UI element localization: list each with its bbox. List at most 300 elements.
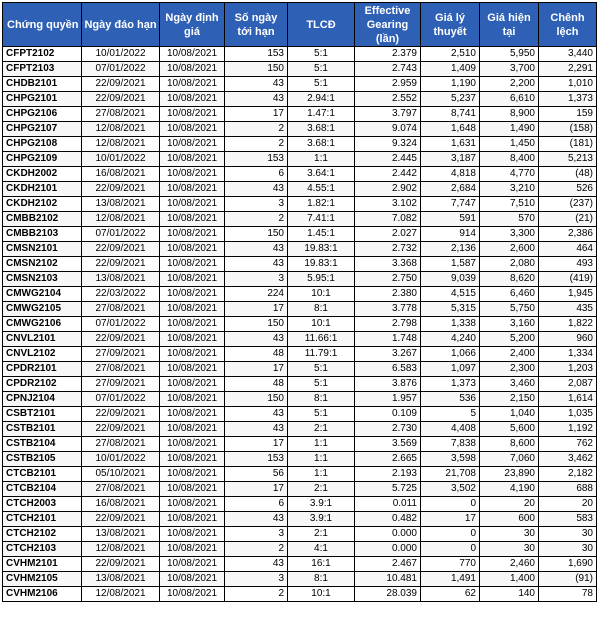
cell-maturity-date: 22/09/2021 (82, 332, 160, 347)
cell-warrant-code: CVHM2105 (3, 572, 82, 587)
cell-days-to-maturity: 3 (225, 272, 288, 287)
cell-effective-gearing: 2.750 (355, 272, 421, 287)
cell-valuation-date: 10/08/2021 (160, 152, 225, 167)
cell-warrant-code: CKDH2002 (3, 167, 82, 182)
table-row (3, 122, 597, 137)
cell-current-price: 6,460 (480, 287, 539, 302)
cell-maturity-date: 13/08/2021 (82, 572, 160, 587)
cell-theoretical-price: 1,338 (421, 317, 480, 332)
cell-effective-gearing: 1.748 (355, 332, 421, 347)
cell-theoretical-price: 17 (421, 512, 480, 527)
cell-theoretical-price: 914 (421, 227, 480, 242)
cell-days-to-maturity: 6 (225, 497, 288, 512)
cell-maturity-date: 22/09/2021 (82, 512, 160, 527)
cell-warrant-code: CNVL2101 (3, 332, 82, 347)
cell-current-price: 3,700 (480, 62, 539, 77)
cell-theoretical-price: 591 (421, 212, 480, 227)
cell-difference: 2,386 (539, 227, 597, 242)
cell-effective-gearing: 2.027 (355, 227, 421, 242)
cell-days-to-maturity: 3 (225, 572, 288, 587)
cell-warrant-code: CTCH2102 (3, 527, 82, 542)
cell-conversion-ratio: 11.66:1 (288, 332, 355, 347)
cell-effective-gearing: 2.380 (355, 287, 421, 302)
cell-days-to-maturity: 43 (225, 407, 288, 422)
cell-maturity-date: 07/01/2022 (82, 392, 160, 407)
cell-current-price: 600 (480, 512, 539, 527)
cell-maturity-date: 12/08/2021 (82, 212, 160, 227)
cell-difference: 30 (539, 542, 597, 557)
cell-maturity-date: 22/09/2021 (82, 242, 160, 257)
table-row (3, 137, 597, 152)
cell-valuation-date: 10/08/2021 (160, 347, 225, 362)
table-row (3, 257, 597, 272)
cell-maturity-date: 12/08/2021 (82, 137, 160, 152)
table-row (3, 377, 597, 392)
cell-difference: 688 (539, 482, 597, 497)
header-maturity-date: Ngày đáo hạn (82, 3, 160, 47)
cell-warrant-code: CHPG2109 (3, 152, 82, 167)
cell-warrant-code: CNVL2102 (3, 347, 82, 362)
cell-current-price: 20 (480, 497, 539, 512)
cell-valuation-date: 10/08/2021 (160, 167, 225, 182)
cell-current-price: 2,300 (480, 362, 539, 377)
cell-theoretical-price: 0 (421, 542, 480, 557)
cell-effective-gearing: 9.324 (355, 137, 421, 152)
cell-warrant-code: CHPG2107 (3, 122, 82, 137)
table-row (3, 422, 597, 437)
cell-current-price: 1,400 (480, 572, 539, 587)
header-valuation-date: Ngày định giá (160, 3, 225, 47)
table-row (3, 317, 597, 332)
cell-valuation-date: 10/08/2021 (160, 197, 225, 212)
cell-effective-gearing: 1.957 (355, 392, 421, 407)
cell-theoretical-price: 1,491 (421, 572, 480, 587)
cell-current-price: 2,200 (480, 77, 539, 92)
header-conversion-ratio: TLCĐ (288, 3, 355, 47)
cell-difference: (419) (539, 272, 597, 287)
cell-difference: 20 (539, 497, 597, 512)
cell-theoretical-price: 2,684 (421, 182, 480, 197)
cell-days-to-maturity: 17 (225, 362, 288, 377)
cell-warrant-code: CVHM2101 (3, 557, 82, 572)
cell-difference: 583 (539, 512, 597, 527)
cell-conversion-ratio: 5:1 (288, 407, 355, 422)
cell-days-to-maturity: 2 (225, 137, 288, 152)
cell-valuation-date: 10/08/2021 (160, 257, 225, 272)
cell-difference: (181) (539, 137, 597, 152)
cell-maturity-date: 27/09/2021 (82, 377, 160, 392)
cell-days-to-maturity: 2 (225, 122, 288, 137)
cell-valuation-date: 10/08/2021 (160, 227, 225, 242)
cell-difference: 493 (539, 257, 597, 272)
cell-days-to-maturity: 48 (225, 377, 288, 392)
cell-current-price: 8,900 (480, 107, 539, 122)
cell-theoretical-price: 0 (421, 527, 480, 542)
cell-conversion-ratio: 1:1 (288, 452, 355, 467)
cell-conversion-ratio: 3.9:1 (288, 497, 355, 512)
header-theoretical-price: Giá lý thuyết (421, 3, 480, 47)
table-row (3, 572, 597, 587)
cell-valuation-date: 10/08/2021 (160, 272, 225, 287)
cell-conversion-ratio: 19.83:1 (288, 242, 355, 257)
table-row (3, 212, 597, 227)
cell-warrant-code: CPNJ2104 (3, 392, 82, 407)
table-row (3, 182, 597, 197)
cell-effective-gearing: 0.000 (355, 542, 421, 557)
table-row (3, 47, 597, 62)
table-row (3, 92, 597, 107)
cell-maturity-date: 16/08/2021 (82, 167, 160, 182)
cell-valuation-date: 10/08/2021 (160, 587, 225, 602)
cell-conversion-ratio: 8:1 (288, 392, 355, 407)
cell-warrant-code: CHDB2101 (3, 77, 82, 92)
cell-conversion-ratio: 4:1 (288, 542, 355, 557)
cell-days-to-maturity: 224 (225, 287, 288, 302)
cell-valuation-date: 10/08/2021 (160, 182, 225, 197)
cell-current-price: 6,610 (480, 92, 539, 107)
cell-difference: (91) (539, 572, 597, 587)
cell-current-price: 5,200 (480, 332, 539, 347)
cell-days-to-maturity: 2 (225, 587, 288, 602)
table-row (3, 77, 597, 92)
table-row (3, 482, 597, 497)
cell-effective-gearing: 2.379 (355, 47, 421, 62)
header-current-price: Giá hiện tại (480, 3, 539, 47)
cell-theoretical-price: 2,510 (421, 47, 480, 62)
cell-difference: 464 (539, 242, 597, 257)
cell-difference: (237) (539, 197, 597, 212)
cell-difference: 1,373 (539, 92, 597, 107)
cell-warrant-code: CKDH2102 (3, 197, 82, 212)
table-row (3, 557, 597, 572)
table-row (3, 467, 597, 482)
cell-theoretical-price: 21,708 (421, 467, 480, 482)
table-row (3, 392, 597, 407)
cell-days-to-maturity: 150 (225, 317, 288, 332)
cell-difference: 1,690 (539, 557, 597, 572)
cell-effective-gearing: 2.467 (355, 557, 421, 572)
cell-valuation-date: 10/08/2021 (160, 107, 225, 122)
cell-valuation-date: 10/08/2021 (160, 407, 225, 422)
cell-current-price: 2,400 (480, 347, 539, 362)
cell-current-price: 2,600 (480, 242, 539, 257)
cell-difference: 1,822 (539, 317, 597, 332)
table-row (3, 362, 597, 377)
cell-difference: 2,182 (539, 467, 597, 482)
table-row (3, 62, 597, 77)
cell-warrant-code: CKDH2101 (3, 182, 82, 197)
cell-effective-gearing: 3.778 (355, 302, 421, 317)
cell-conversion-ratio: 10:1 (288, 587, 355, 602)
cell-theoretical-price: 1,648 (421, 122, 480, 137)
header-difference: Chênh lệch (539, 3, 597, 47)
cell-warrant-code: CPDR2102 (3, 377, 82, 392)
cell-days-to-maturity: 150 (225, 392, 288, 407)
cell-conversion-ratio: 1:1 (288, 467, 355, 482)
cell-difference: 1,035 (539, 407, 597, 422)
cell-conversion-ratio: 1:1 (288, 152, 355, 167)
cell-warrant-code: CHPG2108 (3, 137, 82, 152)
cell-valuation-date: 10/08/2021 (160, 482, 225, 497)
cell-effective-gearing: 3.368 (355, 257, 421, 272)
cell-difference: (21) (539, 212, 597, 227)
cell-warrant-code: CHPG2101 (3, 92, 82, 107)
cell-difference: 1,945 (539, 287, 597, 302)
cell-warrant-code: CFPT2102 (3, 47, 82, 62)
cell-maturity-date: 22/09/2021 (82, 557, 160, 572)
cell-difference: 1,010 (539, 77, 597, 92)
cell-maturity-date: 27/09/2021 (82, 347, 160, 362)
cell-theoretical-price: 4,240 (421, 332, 480, 347)
cell-days-to-maturity: 17 (225, 482, 288, 497)
cell-current-price: 2,150 (480, 392, 539, 407)
cell-maturity-date: 27/08/2021 (82, 482, 160, 497)
cell-warrant-code: CHPG2106 (3, 107, 82, 122)
cell-effective-gearing: 3.876 (355, 377, 421, 392)
cell-warrant-code: CMSN2101 (3, 242, 82, 257)
cell-conversion-ratio: 2.94:1 (288, 92, 355, 107)
cell-days-to-maturity: 43 (225, 557, 288, 572)
cell-warrant-code: CTCH2003 (3, 497, 82, 512)
cell-conversion-ratio: 3.9:1 (288, 512, 355, 527)
cell-days-to-maturity: 43 (225, 512, 288, 527)
table-row (3, 287, 597, 302)
warrant-valuation-table (2, 2, 597, 602)
table-row (3, 167, 597, 182)
cell-difference: (48) (539, 167, 597, 182)
cell-difference: 2,087 (539, 377, 597, 392)
table-row (3, 197, 597, 212)
cell-warrant-code: CTCH2101 (3, 512, 82, 527)
cell-current-price: 5,750 (480, 302, 539, 317)
cell-theoretical-price: 2,136 (421, 242, 480, 257)
cell-conversion-ratio: 3.68:1 (288, 122, 355, 137)
cell-maturity-date: 22/09/2021 (82, 257, 160, 272)
cell-effective-gearing: 2.959 (355, 77, 421, 92)
cell-warrant-code: CMBB2103 (3, 227, 82, 242)
cell-valuation-date: 10/08/2021 (160, 572, 225, 587)
table-body (3, 47, 597, 602)
cell-valuation-date: 10/08/2021 (160, 422, 225, 437)
cell-valuation-date: 10/08/2021 (160, 377, 225, 392)
cell-difference: 2,291 (539, 62, 597, 77)
cell-difference: 762 (539, 437, 597, 452)
cell-theoretical-price: 1,631 (421, 137, 480, 152)
cell-effective-gearing: 2.552 (355, 92, 421, 107)
cell-maturity-date: 13/08/2021 (82, 272, 160, 287)
cell-days-to-maturity: 43 (225, 242, 288, 257)
header-days-to-maturity: Số ngày tới hạn (225, 3, 288, 47)
cell-effective-gearing: 0.482 (355, 512, 421, 527)
cell-theoretical-price: 8,741 (421, 107, 480, 122)
cell-warrant-code: CMWG2106 (3, 317, 82, 332)
cell-valuation-date: 10/08/2021 (160, 62, 225, 77)
cell-days-to-maturity: 43 (225, 257, 288, 272)
cell-days-to-maturity: 17 (225, 107, 288, 122)
cell-theoretical-price: 770 (421, 557, 480, 572)
table-row (3, 512, 597, 527)
cell-current-price: 570 (480, 212, 539, 227)
cell-valuation-date: 10/08/2021 (160, 497, 225, 512)
cell-valuation-date: 10/08/2021 (160, 92, 225, 107)
table-header (3, 3, 597, 47)
cell-current-price: 8,600 (480, 437, 539, 452)
cell-theoretical-price: 7,747 (421, 197, 480, 212)
cell-warrant-code: CMWG2105 (3, 302, 82, 317)
cell-valuation-date: 10/08/2021 (160, 287, 225, 302)
cell-theoretical-price: 62 (421, 587, 480, 602)
cell-conversion-ratio: 1.45:1 (288, 227, 355, 242)
cell-maturity-date: 10/01/2022 (82, 47, 160, 62)
cell-theoretical-price: 5 (421, 407, 480, 422)
cell-days-to-maturity: 43 (225, 332, 288, 347)
table-row (3, 272, 597, 287)
cell-current-price: 1,040 (480, 407, 539, 422)
cell-conversion-ratio: 3.64:1 (288, 167, 355, 182)
cell-maturity-date: 22/09/2021 (82, 182, 160, 197)
cell-warrant-code: CMSN2103 (3, 272, 82, 287)
cell-maturity-date: 22/03/2022 (82, 287, 160, 302)
cell-difference: 960 (539, 332, 597, 347)
cell-maturity-date: 13/08/2021 (82, 527, 160, 542)
cell-theoretical-price: 536 (421, 392, 480, 407)
cell-maturity-date: 16/08/2021 (82, 497, 160, 512)
cell-effective-gearing: 3.267 (355, 347, 421, 362)
cell-warrant-code: CTCB2104 (3, 482, 82, 497)
cell-effective-gearing: 0.000 (355, 527, 421, 542)
cell-effective-gearing: 2.732 (355, 242, 421, 257)
cell-days-to-maturity: 43 (225, 422, 288, 437)
cell-theoretical-price: 3,598 (421, 452, 480, 467)
cell-conversion-ratio: 11.79:1 (288, 347, 355, 362)
cell-current-price: 1,450 (480, 137, 539, 152)
table-row (3, 497, 597, 512)
cell-days-to-maturity: 153 (225, 152, 288, 167)
cell-difference: 78 (539, 587, 597, 602)
cell-maturity-date: 22/09/2021 (82, 407, 160, 422)
cell-current-price: 3,300 (480, 227, 539, 242)
cell-maturity-date: 13/08/2021 (82, 197, 160, 212)
cell-days-to-maturity: 2 (225, 542, 288, 557)
cell-theoretical-price: 4,818 (421, 167, 480, 182)
table-row (3, 152, 597, 167)
cell-current-price: 140 (480, 587, 539, 602)
cell-current-price: 1,490 (480, 122, 539, 137)
cell-effective-gearing: 3.797 (355, 107, 421, 122)
cell-theoretical-price: 5,237 (421, 92, 480, 107)
cell-days-to-maturity: 150 (225, 227, 288, 242)
cell-valuation-date: 10/08/2021 (160, 557, 225, 572)
cell-maturity-date: 22/09/2021 (82, 77, 160, 92)
cell-current-price: 5,600 (480, 422, 539, 437)
cell-conversion-ratio: 4.55:1 (288, 182, 355, 197)
cell-current-price: 30 (480, 527, 539, 542)
cell-conversion-ratio: 2:1 (288, 482, 355, 497)
cell-conversion-ratio: 8:1 (288, 302, 355, 317)
cell-effective-gearing: 10.481 (355, 572, 421, 587)
cell-warrant-code: CMWG2104 (3, 287, 82, 302)
cell-valuation-date: 10/08/2021 (160, 452, 225, 467)
cell-conversion-ratio: 5:1 (288, 377, 355, 392)
cell-difference: 30 (539, 527, 597, 542)
cell-theoretical-price: 3,502 (421, 482, 480, 497)
cell-difference: 5,213 (539, 152, 597, 167)
cell-days-to-maturity: 43 (225, 77, 288, 92)
cell-difference: (158) (539, 122, 597, 137)
cell-effective-gearing: 2.798 (355, 317, 421, 332)
cell-conversion-ratio: 8:1 (288, 572, 355, 587)
cell-effective-gearing: 9.074 (355, 122, 421, 137)
cell-theoretical-price: 7,838 (421, 437, 480, 452)
cell-conversion-ratio: 2:1 (288, 422, 355, 437)
cell-conversion-ratio: 5:1 (288, 47, 355, 62)
cell-difference: 3,440 (539, 47, 597, 62)
cell-effective-gearing: 6.583 (355, 362, 421, 377)
cell-effective-gearing: 3.102 (355, 197, 421, 212)
cell-maturity-date: 05/10/2021 (82, 467, 160, 482)
cell-days-to-maturity: 43 (225, 92, 288, 107)
cell-effective-gearing: 2.442 (355, 167, 421, 182)
cell-current-price: 7,060 (480, 452, 539, 467)
cell-current-price: 23,890 (480, 467, 539, 482)
cell-difference: 435 (539, 302, 597, 317)
cell-maturity-date: 10/01/2022 (82, 452, 160, 467)
cell-current-price: 5,950 (480, 47, 539, 62)
cell-current-price: 3,160 (480, 317, 539, 332)
cell-valuation-date: 10/08/2021 (160, 512, 225, 527)
cell-warrant-code: CFPT2103 (3, 62, 82, 77)
cell-valuation-date: 10/08/2021 (160, 242, 225, 257)
cell-effective-gearing: 7.082 (355, 212, 421, 227)
cell-valuation-date: 10/08/2021 (160, 317, 225, 332)
cell-conversion-ratio: 10:1 (288, 317, 355, 332)
cell-effective-gearing: 2.743 (355, 62, 421, 77)
cell-difference: 1,203 (539, 362, 597, 377)
cell-valuation-date: 10/08/2021 (160, 527, 225, 542)
cell-valuation-date: 10/08/2021 (160, 122, 225, 137)
cell-days-to-maturity: 56 (225, 467, 288, 482)
cell-current-price: 3,460 (480, 377, 539, 392)
cell-valuation-date: 10/08/2021 (160, 212, 225, 227)
cell-conversion-ratio: 5:1 (288, 62, 355, 77)
cell-maturity-date: 27/08/2021 (82, 362, 160, 377)
cell-current-price: 2,460 (480, 557, 539, 572)
cell-theoretical-price: 1,190 (421, 77, 480, 92)
cell-theoretical-price: 9,039 (421, 272, 480, 287)
cell-theoretical-price: 5,315 (421, 302, 480, 317)
cell-conversion-ratio: 19.83:1 (288, 257, 355, 272)
cell-theoretical-price: 1,373 (421, 377, 480, 392)
cell-conversion-ratio: 5:1 (288, 362, 355, 377)
cell-warrant-code: CVHM2106 (3, 587, 82, 602)
cell-current-price: 4,770 (480, 167, 539, 182)
cell-conversion-ratio: 1.82:1 (288, 197, 355, 212)
cell-current-price: 3,210 (480, 182, 539, 197)
cell-days-to-maturity: 43 (225, 182, 288, 197)
cell-warrant-code: CMSN2102 (3, 257, 82, 272)
cell-maturity-date: 27/08/2021 (82, 437, 160, 452)
cell-conversion-ratio: 7.41:1 (288, 212, 355, 227)
cell-theoretical-price: 4,515 (421, 287, 480, 302)
cell-current-price: 7,510 (480, 197, 539, 212)
cell-maturity-date: 12/08/2021 (82, 542, 160, 557)
cell-maturity-date: 27/08/2021 (82, 107, 160, 122)
cell-valuation-date: 10/08/2021 (160, 437, 225, 452)
cell-days-to-maturity: 153 (225, 47, 288, 62)
cell-conversion-ratio: 1.47:1 (288, 107, 355, 122)
cell-days-to-maturity: 153 (225, 452, 288, 467)
table-row (3, 587, 597, 602)
